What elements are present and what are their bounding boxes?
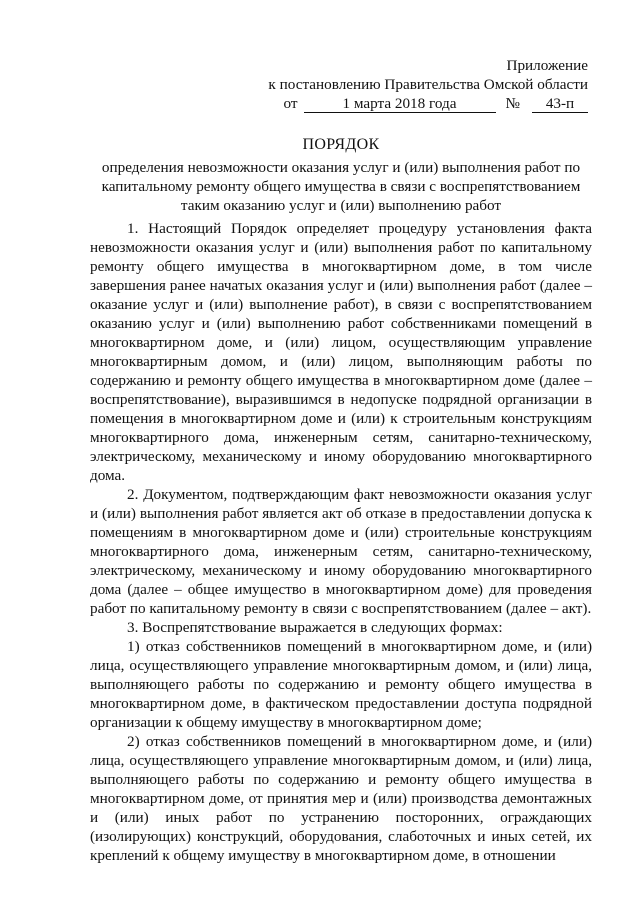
annex-date-line xyxy=(268,94,588,113)
document-title-block xyxy=(90,135,592,215)
subtitle-line: таким оказанию услуг и (или) выполнению работ xyxy=(180,197,502,214)
annex-title: Приложение xyxy=(506,57,588,74)
paragraph-2: 2. Документом, подтверждающим факт невозможности оказания услуг и (или) выполнения работ является акт об отказе в предоставлении допуска к помещениям в многоквартирном доме и (или) строительные конструкциям многоквартирного дома, инженерным сетям, санитарно-техническому, электрическому, механическому и иному оборудованию многоквартирного дома (далее – общее имущество в многоквартирном доме) для проведения работ по капитальному ремонту в связи с воспрепятствованием (далее – акт). xyxy=(90,486,592,617)
number-label: № xyxy=(505,95,520,112)
document-subtitle xyxy=(90,158,592,215)
document-body xyxy=(90,219,592,865)
date-label: от xyxy=(283,95,298,112)
subtitle-line: определения невозможности оказания услуг и (или) выполнения работ по xyxy=(101,159,581,176)
date-value: 1 марта 2018 года xyxy=(304,95,496,113)
paragraph-3-item-1: 1) отказ собственников помещений в многоквартирном доме, и (или) лица, осуществляющего управление многоквартирным домом, и (или) лица, выполняющего работы по содержанию и ремонту общего имущества в многоквартирном доме, в фактическом предоставлении доступа подрядной организации к общему имуществу в многоквартирном доме; xyxy=(90,638,592,731)
number-value: 43-п xyxy=(532,95,588,113)
annex-header xyxy=(268,56,588,113)
subtitle-line: капитальному ремонту общего имущества в связи с воспрепятствованием xyxy=(101,178,581,195)
document-title: ПОРЯДОК xyxy=(302,136,380,153)
paragraph-3-item-2: 2) отказ собственников помещений в многоквартирном доме, и (или) лица, осуществляющего управление многоквартирным домом, и (или) лица, выполняющего работы по содержанию и ремонту общего имущества в многоквартирном доме, от принятия мер и (или) производства демонтажных и (или) иных работ по устранению посторонних, ограждающих (изолирующих) конструкций, оборудования, слаботочных и иных сетей, их креплений к общему имуществу в многоквартирном доме, в отношении xyxy=(90,733,592,864)
paragraph-1: 1. Настоящий Порядок определяет процедуру установления факта невозможности оказания услуг и (или) выполнения работ по капитальному ремонту общего имущества в многоквартирном доме, в том числе завершения ранее начатых оказания услуг и (или) выполнения работ (далее – оказание услуг и (или) выполнение работ), в связи с воспрепятствованием оказанию услуг и (или) выполнению работ собственниками помещений в многоквартирном доме, и (или) лицом, осуществляющим управление многоквартирным домом, и (или) лицом, выполняющим работы по содержанию и ремонту общего имущества в многоквартирном доме (далее – воспрепятствование), выразившимся в недопуске подрядной организации в помещения в многоквартирном доме и (или) к строительным конструкциям многоквартирного дома, инженерным сетям, санитарно-техническому, электрическому, механическому и иному оборудованию многоквартирного дома. xyxy=(90,220,592,484)
paragraph-3: 3. Воспрепятствование выражается в следующих формах: xyxy=(127,619,503,636)
annex-reference: к постановлению Правительства Омской области xyxy=(268,76,588,93)
